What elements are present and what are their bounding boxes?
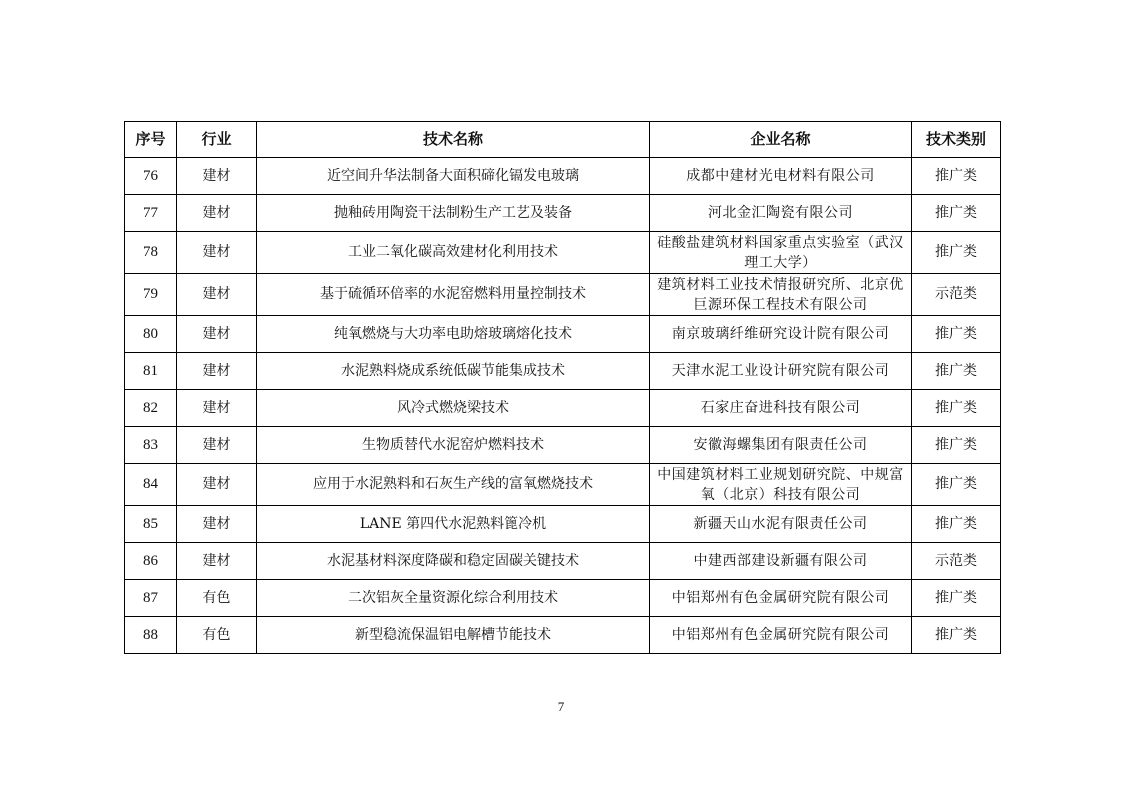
cell-technology-name: 抛釉砖用陶瓷干法制粉生产工艺及装备 <box>257 195 650 232</box>
page-number: 7 <box>557 699 565 714</box>
cell-technology-name: 近空间升华法制备大面积碲化镉发电玻璃 <box>257 158 650 195</box>
cell-industry: 建材 <box>177 543 257 580</box>
cell-enterprise-name: 中铝郑州有色金属研究院有限公司 <box>650 617 912 654</box>
cell-technology-name: 水泥熟料烧成系统低碳节能集成技术 <box>257 353 650 390</box>
cell-serial-number: 79 <box>125 274 177 316</box>
cell-technology-type: 推广类 <box>912 158 1001 195</box>
cell-enterprise-name: 新疆天山水泥有限责任公司 <box>650 506 912 543</box>
cell-enterprise-name: 硅酸盐建筑材料国家重点实验室（武汉理工大学） <box>650 232 912 274</box>
cell-serial-number: 76 <box>125 158 177 195</box>
table-row <box>125 158 1001 195</box>
table-row <box>125 274 1001 316</box>
table-row <box>125 464 1001 506</box>
cell-technology-name: 生物质替代水泥窑炉燃料技术 <box>257 427 650 464</box>
cell-industry: 建材 <box>177 316 257 353</box>
cell-technology-type: 推广类 <box>912 232 1001 274</box>
cell-enterprise-name: 中铝郑州有色金属研究院有限公司 <box>650 580 912 617</box>
table-header-row <box>125 122 1001 158</box>
cell-technology-name: 新型稳流保温铝电解槽节能技术 <box>257 617 650 654</box>
cell-enterprise-name: 河北金汇陶瓷有限公司 <box>650 195 912 232</box>
cell-industry: 建材 <box>177 274 257 316</box>
cell-industry: 有色 <box>177 617 257 654</box>
cell-enterprise-name: 安徽海螺集团有限责任公司 <box>650 427 912 464</box>
cell-enterprise-name: 成都中建材光电材料有限公司 <box>650 158 912 195</box>
cell-enterprise-name: 中国建筑材料工业规划研究院、中规富氧（北京）科技有限公司 <box>650 464 912 506</box>
cell-enterprise-name: 中建西部建设新疆有限公司 <box>650 543 912 580</box>
table-row <box>125 580 1001 617</box>
table-row <box>125 617 1001 654</box>
cell-technology-name: 纯氧燃烧与大功率电助熔玻璃熔化技术 <box>257 316 650 353</box>
cell-enterprise-name: 天津水泥工业设计研究院有限公司 <box>650 353 912 390</box>
cell-technology-name: 风冷式燃烧梁技术 <box>257 390 650 427</box>
table-row <box>125 543 1001 580</box>
header-serial-number: 序号 <box>125 122 177 158</box>
cell-industry: 建材 <box>177 390 257 427</box>
cell-technology-name: 应用于水泥熟料和石灰生产线的富氧燃烧技术 <box>257 464 650 506</box>
cell-technology-type: 推广类 <box>912 427 1001 464</box>
cell-industry: 建材 <box>177 195 257 232</box>
cell-serial-number: 88 <box>125 617 177 654</box>
header-technology-name: 技术名称 <box>257 122 650 158</box>
cell-serial-number: 82 <box>125 390 177 427</box>
cell-technology-name: 二次铝灰全量资源化综合利用技术 <box>257 580 650 617</box>
cell-technology-type: 推广类 <box>912 464 1001 506</box>
header-enterprise-name: 企业名称 <box>650 122 912 158</box>
cell-technology-type: 推广类 <box>912 617 1001 654</box>
cell-technology-type: 推广类 <box>912 195 1001 232</box>
table-row <box>125 353 1001 390</box>
cell-industry: 建材 <box>177 232 257 274</box>
header-technology-type: 技术类别 <box>912 122 1001 158</box>
cell-serial-number: 87 <box>125 580 177 617</box>
cell-industry: 有色 <box>177 580 257 617</box>
cell-technology-type: 示范类 <box>912 274 1001 316</box>
table-row <box>125 232 1001 274</box>
cell-industry: 建材 <box>177 464 257 506</box>
cell-industry: 建材 <box>177 427 257 464</box>
technology-table <box>124 121 1001 654</box>
cell-technology-name: LANE 第四代水泥熟料篦冷机 <box>257 506 650 543</box>
cell-enterprise-name: 石家庄奋进科技有限公司 <box>650 390 912 427</box>
cell-serial-number: 83 <box>125 427 177 464</box>
cell-technology-name: 基于硫循环倍率的水泥窑燃料用量控制技术 <box>257 274 650 316</box>
cell-technology-name: 水泥基材料深度降碳和稳定固碳关键技术 <box>257 543 650 580</box>
cell-technology-type: 推广类 <box>912 580 1001 617</box>
cell-serial-number: 78 <box>125 232 177 274</box>
cell-technology-type: 示范类 <box>912 543 1001 580</box>
table-row <box>125 427 1001 464</box>
cell-industry: 建材 <box>177 158 257 195</box>
table-row <box>125 316 1001 353</box>
table-row <box>125 195 1001 232</box>
cell-enterprise-name: 南京玻璃纤维研究设计院有限公司 <box>650 316 912 353</box>
cell-industry: 建材 <box>177 353 257 390</box>
cell-industry: 建材 <box>177 506 257 543</box>
cell-serial-number: 85 <box>125 506 177 543</box>
cell-technology-type: 推广类 <box>912 353 1001 390</box>
cell-enterprise-name: 建筑材料工业技术情报研究所、北京优巨源环保工程技术有限公司 <box>650 274 912 316</box>
cell-serial-number: 77 <box>125 195 177 232</box>
cell-technology-type: 推广类 <box>912 390 1001 427</box>
cell-serial-number: 81 <box>125 353 177 390</box>
cell-serial-number: 86 <box>125 543 177 580</box>
cell-serial-number: 84 <box>125 464 177 506</box>
cell-technology-type: 推广类 <box>912 316 1001 353</box>
header-industry: 行业 <box>177 122 257 158</box>
cell-serial-number: 80 <box>125 316 177 353</box>
table-row <box>125 506 1001 543</box>
cell-technology-type: 推广类 <box>912 506 1001 543</box>
cell-technology-name: 工业二氧化碳高效建材化利用技术 <box>257 232 650 274</box>
table-row <box>125 390 1001 427</box>
